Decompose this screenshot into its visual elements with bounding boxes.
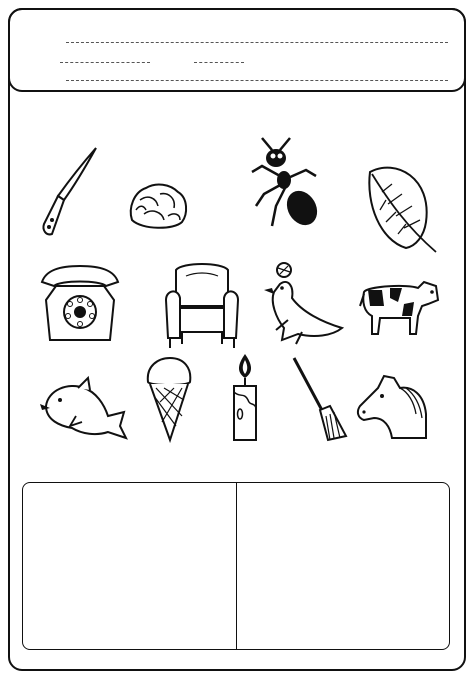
ice-cream-icon [144, 356, 194, 442]
broom-icon [290, 356, 348, 442]
school-field[interactable] [66, 42, 448, 43]
lettuce-icon [126, 180, 190, 232]
dolphin-icon [38, 376, 130, 444]
ant-icon [246, 136, 328, 238]
column-divider [236, 483, 237, 649]
knife-icon [36, 146, 102, 242]
seal-icon [262, 262, 346, 348]
leaf-icon [366, 160, 440, 256]
date-field[interactable] [60, 62, 150, 63]
telephone-icon [40, 262, 120, 348]
horse-icon [354, 374, 432, 442]
class-field[interactable] [194, 62, 244, 63]
student-field[interactable] [66, 80, 448, 81]
candle-icon [228, 352, 262, 444]
answer-table [22, 482, 450, 650]
cow-icon [358, 276, 440, 340]
armchair-icon [162, 262, 244, 352]
